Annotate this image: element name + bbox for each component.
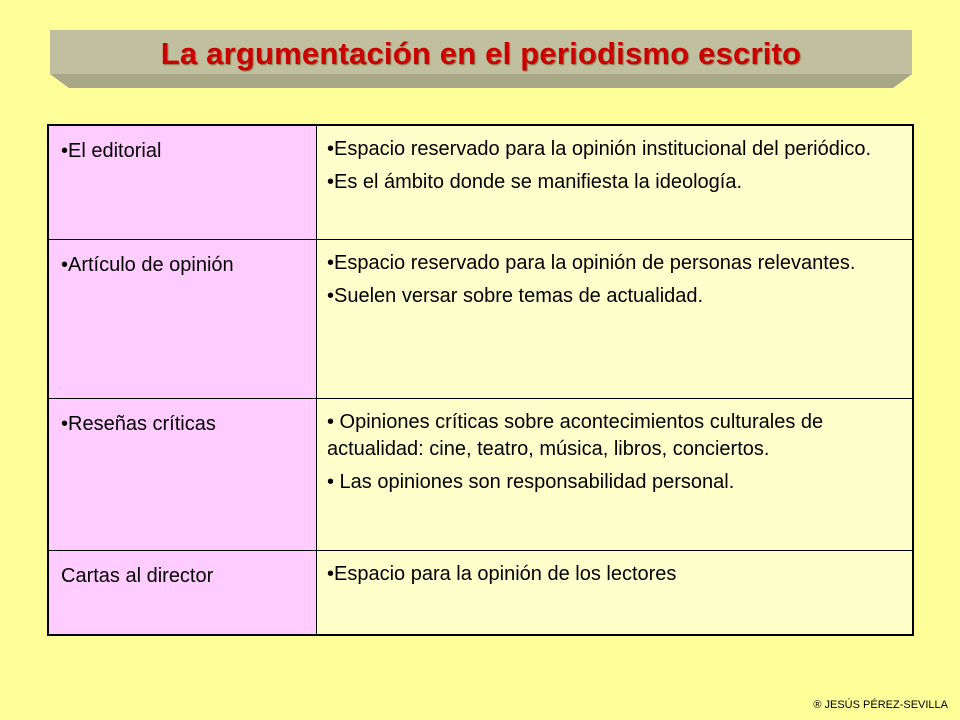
table-row <box>48 125 913 239</box>
description-item: • Las opiniones son responsabilidad personal. <box>327 470 735 493</box>
description-item: •Es el ámbito donde se manifiesta la ideología. <box>327 171 743 193</box>
term-cell <box>48 239 317 398</box>
description-item: •Espacio para la opinión de los lectores <box>327 562 677 585</box>
term-cell <box>48 125 317 239</box>
term-cell <box>48 398 317 550</box>
description-item: •Espacio reservado para la opinión de personas relevantes. <box>327 251 856 274</box>
term-label: Cartas al director <box>61 564 214 587</box>
description-cell <box>317 398 914 550</box>
table-row <box>48 550 913 635</box>
description-item: •Espacio reservado para la opinión institucional del periódico. <box>327 138 871 160</box>
genres-table <box>47 124 914 636</box>
description-cell <box>317 125 914 239</box>
description-cell <box>317 550 914 635</box>
description-cell <box>317 239 914 398</box>
term-label: •El editorial <box>61 140 162 162</box>
term-label: •Artículo de opinión <box>61 253 234 276</box>
description-item: • Opiniones críticas sobre acontecimientos culturales de actualidad: cine, teatro, música, libros, conciertos. <box>327 410 824 460</box>
term-label: •Reseñas críticas <box>61 412 216 435</box>
description-item: •Suelen versar sobre temas de actualidad. <box>327 284 704 307</box>
copyright-footer: ® JESÚS PÉREZ-SEVILLA <box>813 699 948 711</box>
table-row <box>48 398 913 550</box>
title-banner <box>50 30 912 88</box>
term-cell <box>48 550 317 635</box>
table-row <box>48 239 913 398</box>
page-title: La argumentación en el periodismo escrito <box>160 36 802 71</box>
